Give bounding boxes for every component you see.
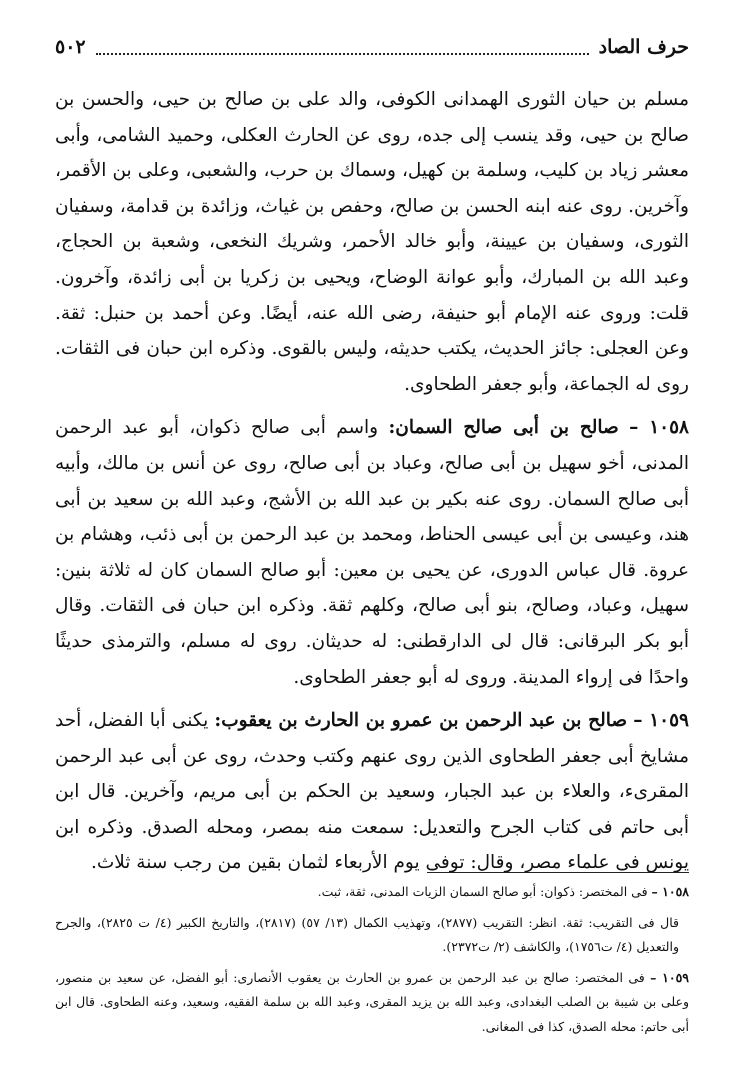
entry-name: صالح بن عبد الرحمن بن عمرو بن الحارث بن يعقوب: [214, 710, 628, 732]
entry-number: ١٠٥٨ – [629, 417, 689, 439]
page-header [55, 30, 689, 64]
entry-name: صالح بن أبى صالح السمان: [388, 417, 619, 439]
footnote-1058 [55, 880, 689, 905]
main-text [55, 82, 689, 881]
header-dotted-leader [96, 39, 589, 55]
footnote-text: فى المختصر: صالح بن عبد الرحمن بن عمرو بن الحارث بن يعقوب الأنصارى: أبو الفضل، عن سعيد بن منصور، وعلى بن شيبة بن الصلب البغدادى، وعبد الله بن يزيد المقرى، وعبد الله بن سلمة الفقيه، وسعيد، وعنه الطحاوى. قال ابن أبى حاتم: محله الصدق، كذا فى المغانى. [55, 969, 689, 1034]
chapter-title: حرف الصاد [598, 36, 689, 58]
footnote-number: ١٠٥٨ – [651, 884, 689, 899]
paragraph-continuation [55, 82, 689, 402]
footnote-1059 [55, 966, 689, 1040]
entry-text: يكنى أبا الفضل، أحد مشايخ أبى جعفر الطحاوى الذين روى عنهم وكتب وحدث، روى عن أبى عبد الرحمن المقرىء، والعلاء بن عبد الجبار، وسعيد بن الحكم بن أبى مريم، وآخرين. قال ابن أبى حاتم فى كتاب الجرح والتعديل: سمعت منه بمصر، ومحله الصدق. وذكره ابن يونس فى علماء مصر، وقال: توفى يوم الأربعاء لثمان بقين من رجب سنة ثلاث. [55, 710, 689, 874]
footnotes [55, 880, 689, 1045]
paragraph-text: مسلم بن حيان الثورى الهمدانى الكوفى، والد على بن صالح بن حيى، والحسن بن صالح بن حيى، وقد ينسب إلى جده، روى عن الحارث العكلى، وحميد الشامى، وأبى معشر زياد بن كليب، وسلمة بن كهيل، وسماك بن حرب، والشعبى، وعلى بن الأقمر، وآخرين. روى عنه ابنه الحسن بن صالح، وحفص بن غياث، وزائدة بن قدامة، وسفيان الثورى، وسفيان بن عيينة، وأبو خالد الأحمر، وشريك النخعى، وشعبة بن الحجاج، وعبد الله بن المبارك، وأبو عوانة الوضاح، ويحيى بن زكريا بن أبى زائدة، وآخرون. قلت: وروى عنه الإمام أبو حنيفة، رضى الله عنه، أيضًا. وعن أحمد بن حنبل: ثقة. وعن العجلى: جائز الحديث، يكتب حديثه، وليس بالقوى. وذكره ابن حبان فى الثقات. روى له الجماعة، وأبو جعفر الطحاوى. [55, 89, 689, 395]
footnote-text: فى المختصر: ذكوان: أبو صالح السمان الزيات المدنى، ثقة، ثبت. [317, 884, 648, 899]
entry-1059 [55, 703, 689, 881]
footnote-separator [427, 872, 689, 873]
footnote-1058-continued [55, 911, 689, 960]
entry-1058 [55, 410, 689, 695]
page-number: ٥٠٢ [55, 36, 86, 58]
footnote-number: ١٠٥٩ – [650, 969, 689, 985]
footnote-text: قال فى التقريب: ثقة. انظر: التقريب (٢٨٧٧)، وتهذيب الكمال (١٣/ ٥٧) (٢٨١٧)، والتاريخ الكبير (٤/ ت ٢٨٢٥)، والجرح والتعديل (٤/ ت١٧٥٦)، والكاشف (٢/ ت٢٣٧٢). [55, 914, 679, 954]
entry-text: واسم أبى صالح ذكوان، أبو عبد الرحمن المدنى، أخو سهيل بن أبى صالح، وعباد بن أبى صالح، روى عن أنس بن مالك، وأبيه أبى صالح السمان. روى عنه بكير بن عبد الله بن الأشج، وعبد الله بن سعيد بن أبى هند، وعيسى بن أبى عيسى الحناط، ومحمد بن عبد الرحمن بن أبى ذئب، وهشام بن عروة. قال عباس الدورى، عن يحيى بن معين: أبو صالح السمان كان له ثلاثة بنين: سهيل، وعباد، وصالح، بنو أبى صالح، وكلهم ثقة. وذكره ابن حبان فى الثقات. وقال أبو بكر البرقانى: قال لى الدارقطنى: له حديثان. روى له مسلم، والترمذى حديثًا واحدًا فى إرواء المدينة. وروى له أبو جعفر الطحاوى. [55, 417, 689, 688]
entry-number: ١٠٥٩ – [633, 710, 689, 732]
